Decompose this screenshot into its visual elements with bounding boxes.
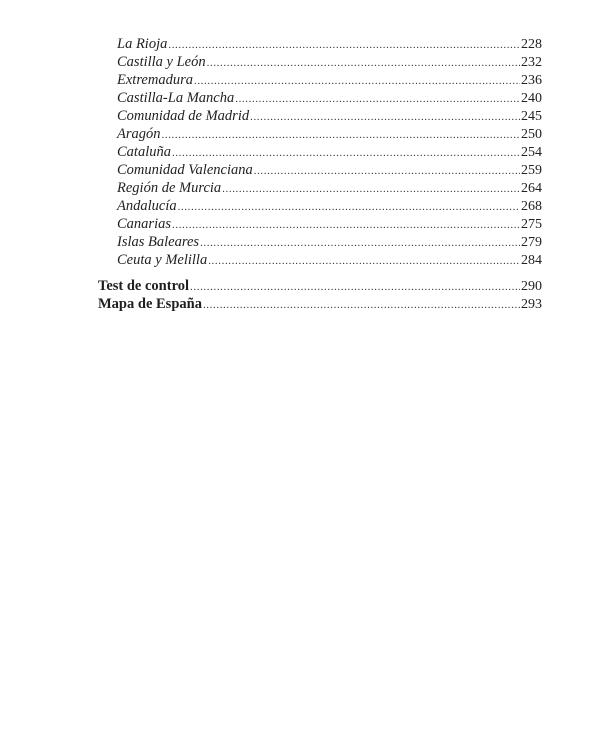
toc-entry-page: 264 [521, 181, 542, 196]
toc-entry-ceuta-y-melilla [117, 251, 542, 270]
toc-entry-page: 232 [521, 55, 542, 70]
toc-entry-label: Castilla y León [117, 54, 206, 70]
toc-entry-page: 245 [521, 109, 542, 124]
toc-entry-label: Andalucía [117, 198, 177, 214]
toc-entry-cataluna [117, 143, 542, 162]
toc-entry-label: Canarias [117, 216, 171, 232]
dot-leader [208, 252, 520, 271]
toc-entry-label: Aragón [117, 126, 161, 142]
dot-leader [203, 296, 520, 315]
toc-entry-page: 275 [521, 217, 542, 232]
toc-entry-label: Región de Murcia [117, 180, 222, 196]
toc-entry-region-de-murcia [117, 179, 542, 198]
toc-entry-castilla-y-leon [117, 53, 542, 72]
toc-entry-comunidad-de-madrid [117, 107, 542, 126]
toc-entry-label: Test de control [98, 278, 190, 294]
toc-entry-label: Ceuta y Melilla [117, 252, 208, 268]
toc-entry-label: Mapa de España [98, 296, 202, 312]
toc-entry-page: 240 [521, 91, 542, 106]
toc-entry-page: 293 [521, 297, 542, 312]
toc-entry-page: 228 [521, 37, 542, 52]
toc-entry-label: La Rioja [117, 36, 168, 52]
toc-entry-page: 250 [521, 127, 542, 142]
toc-entry-page: 254 [521, 145, 542, 160]
toc-entry-castilla-la-mancha [117, 89, 542, 108]
toc-entry-label: Comunidad Valenciana [117, 162, 253, 178]
toc-entry-la-rioja [117, 35, 542, 54]
toc-entry-mapa-de-espana [98, 295, 542, 314]
toc-entry-label: Extremadura [117, 72, 193, 88]
toc-entry-andalucia [117, 197, 542, 216]
toc-entry-islas-baleares [117, 233, 542, 252]
toc-entry-page: 290 [521, 279, 542, 294]
toc-entry-test-de-control [98, 277, 542, 296]
toc-entry-label: Islas Baleares [117, 234, 200, 250]
toc-entry-label: Cataluña [117, 144, 171, 160]
toc-entry-extremadura [117, 71, 542, 90]
toc-entry-page: 284 [521, 253, 542, 268]
toc-entry-label: Comunidad de Madrid [117, 108, 250, 124]
toc-entry-page: 268 [521, 199, 542, 214]
toc-entry-label: Castilla-La Mancha [117, 90, 235, 106]
toc-entry-canarias [117, 215, 542, 234]
toc-entry-page: 279 [521, 235, 542, 250]
toc-entry-page: 259 [521, 163, 542, 178]
toc-entry-page: 236 [521, 73, 542, 88]
toc-entry-aragon [117, 125, 542, 144]
toc-entry-comunidad-valenciana [117, 161, 542, 180]
